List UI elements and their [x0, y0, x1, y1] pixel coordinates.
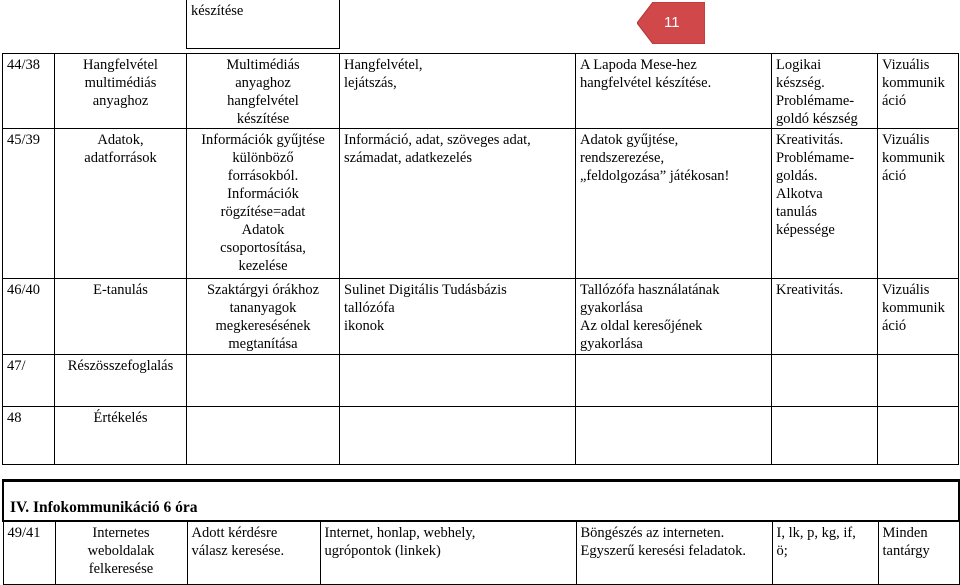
- cell-link: Vizuális kommunik áció: [878, 278, 959, 354]
- table-row: [3, 128, 959, 278]
- cell-concepts: Internet, honlap, webhely, ugrópontok (linkek): [320, 521, 576, 585]
- cell-skills: Logikai készség. Problémame- goldó készség: [772, 53, 878, 128]
- cell-link: Vizuális kommunik áció: [878, 53, 959, 128]
- curriculum-table: [2, 0, 959, 465]
- cell-lesson-number: 49/41: [3, 521, 55, 585]
- cell-topic: Adatok, adatforrások: [55, 128, 187, 278]
- cell-content: Adott kérdésre válasz keresése.: [187, 521, 320, 585]
- cell-skills: I, lk, p, kg, if, ö;: [772, 521, 878, 585]
- section-table: [2, 479, 960, 585]
- cell-topic: Részösszefoglalás: [55, 354, 187, 406]
- cell-topic: Hangfelvétel multimédiás anyaghoz: [55, 53, 187, 128]
- cell-skills: Kreativitás.: [772, 278, 878, 354]
- cell-content: Szaktárgyi órákhoz tananyagok megkeresésének megtanítása: [187, 278, 340, 354]
- cell-link: Minden tantárgy: [878, 521, 959, 585]
- section-header-row: [3, 481, 959, 521]
- cell-content-fragment: készítése: [187, 0, 340, 48]
- cell-content: Multimédiás anyaghoz hangfelvétel készítése: [187, 53, 340, 128]
- cell-lesson-number: 45/39: [3, 128, 55, 278]
- cell-activity: Tallózófa használatának gyakorlása Az oldal keresőjének gyakorlása: [576, 278, 772, 354]
- cell-topic: Értékelés: [55, 406, 187, 464]
- cell-concepts: Hangfelvétel, lejátszás,: [340, 53, 576, 128]
- table-row: [3, 406, 959, 464]
- cell-activity: A Lapoda Mese-hez hangfelvétel készítése.: [576, 53, 772, 128]
- cell-lesson-number: 44/38: [3, 53, 55, 128]
- cell-topic: Internetes weboldalak felkeresése: [55, 521, 187, 585]
- table-row: [3, 53, 959, 128]
- table-row: [3, 521, 959, 585]
- cell-skills: Kreativitás. Problémame- goldás. Alkotva tanulás képessége: [772, 128, 878, 278]
- cell-link: Vizuális kommunik áció: [878, 128, 959, 278]
- section-title: IV. Infokommunikáció 6 óra: [3, 481, 959, 521]
- cell-lesson-number: 46/40: [3, 278, 55, 354]
- cell-activity: Adatok gyűjtése, rendszerezése, „feldolgozása” játékosan!: [576, 128, 772, 278]
- cell-lesson-number: 48: [3, 406, 55, 464]
- cell-content: Információk gyűjtése különböző forrásokból. Információk rögzítése=adat Adatok csoportosítása, kezelése: [187, 128, 340, 278]
- table-row: [3, 354, 959, 406]
- cell-concepts: Információ, adat, szöveges adat, számadat, adatkezelés: [340, 128, 576, 278]
- cell-concepts: Sulinet Digitális Tudásbázis tallózófa ikonok: [340, 278, 576, 354]
- cell-activity: Böngészés az interneten. Egyszerű keresési feladatok.: [576, 521, 772, 585]
- table-row: [3, 278, 959, 354]
- cell-topic: E-tanulás: [55, 278, 187, 354]
- table-row-fragment: [3, 0, 959, 48]
- page-number: 11: [664, 14, 680, 31]
- cell-lesson-number: 47/: [3, 354, 55, 406]
